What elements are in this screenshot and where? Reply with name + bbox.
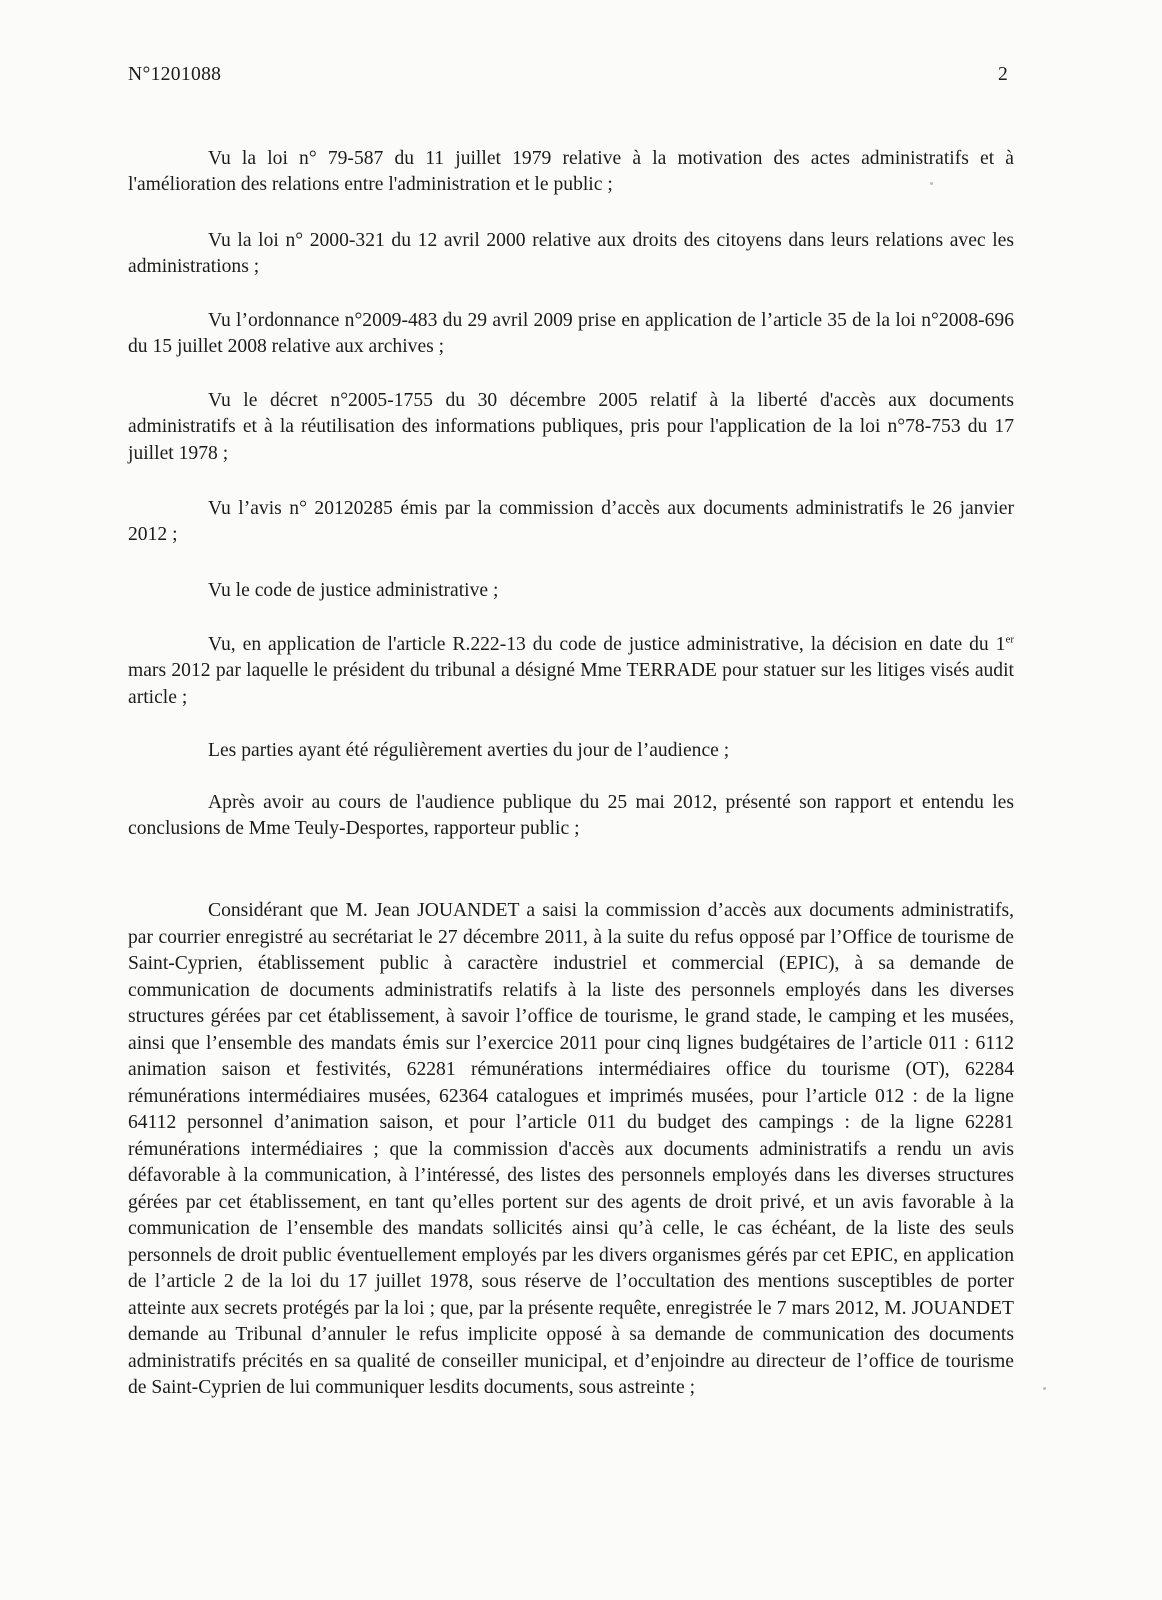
case-number: N°1201088: [128, 64, 222, 85]
designation-text-end: mars 2012 par laquelle le président du tribunal a désigné Mme TERRADE pour statuer sur les litiges visés audit article ;: [128, 660, 1014, 708]
paragraph-designation-decision: [128, 632, 1014, 711]
paragraph-audience-publique: Après avoir au cours de l'audience publique du 25 mai 2012, présenté son rapport et entendu les conclusions de Mme Teuly-Desportes, rapporteur public ;: [128, 792, 1014, 840]
paragraph-loi-1979: Vu la loi n° 79-587 du 11 juillet 1979 relative à la motivation des actes administratifs et à l'amélioration des relations entre l'administration et le public ;: [128, 148, 1014, 196]
paragraph-decret-2005: Vu le décret n°2005-1755 du 30 décembre 2005 relatif à la liberté d'accès aux documents administratifs et à la réutilisation des informations publiques, pris pour l'application de la loi n°78-753 du 17 juillet 1978 ;: [128, 390, 1014, 464]
paragraph-considerant: Considérant que M. Jean JOUANDET a saisi la commission d’accès aux documents administratifs, par courrier enregistré au secrétariat le 27 décembre 2011, à la suite du refus opposé par l’Office de tourisme de Saint-Cyprien, établissement public à caractère industriel et commercial (EPIC), à sa demande de communication de documents administratifs relatifs à la liste des personnels employés dans les diverses structures gérées par cet établissement, à savoir l’office de tourisme, le grand stade, le camping et les musées, ainsi que l’ensemble des mandats émis sur l’exercice 2011 pour cinq lignes budgétaires de l’article 011 : 6112 animation saison et festivités, 62281 rémunérations intermédiaires office du tourisme (OT), 62284 rémunérations intermédiaires musées, 62364 catalogues et imprimés musées, pour l’article 012 : de la ligne 64112 personnel d’animation saison, et pour l’article 011 du budget des campings : de la ligne 62281 rémunérations intermédiaires ; que la commission d'accès aux documents administratifs a rendu un avis défavorable à la communication, à l’intéressé, des listes des personnels employés dans les diverses structures gérées par cet établissement, en tant qu’elles portent sur des agents de droit privé, et un avis favorable à la communication de l’ensemble des mandats sollicités ainsi qu’à celle, le cas échéant, de la liste des seuls personnels de droit public éventuellement employés par les divers organismes gérés par cet EPIC, en application de l’article 2 de la loi du 17 juillet 1978, sous réserve de l’occultation des mentions susceptibles de porter atteinte aux secrets protégés par la loi ; que, par la présente requête, enregistrée le 7 mars 2012, M. JOUANDET demande au Tribunal d’annuler le refus implicite opposé à sa demande de communication des documents administratifs précités en sa qualité de conseiller municipal, et d’enjoindre au directeur de l’office de tourisme de Saint-Cyprien de lui communiquer lesdits documents, sous astreinte ;: [128, 900, 1014, 1398]
paragraph-avis-cada: Vu l’avis n° 20120285 émis par la commission d’accès aux documents administratifs le 26 janvier 2012 ;: [128, 498, 1014, 546]
page-number: 2: [998, 64, 1008, 85]
scan-speck: [930, 182, 933, 185]
paragraph-ordonnance-2009: Vu l’ordonnance n°2009-483 du 29 avril 2009 prise en application de l’article 35 de la loi n°2008-696 du 15 juillet 2008 relative aux archives ;: [128, 310, 1014, 358]
paragraph-code-justice: Vu le code de justice administrative ;: [208, 580, 499, 601]
paragraph-parties-averties: Les parties ayant été régulièrement averties du jour de l’audience ;: [208, 740, 730, 761]
scan-speck: [1043, 1387, 1046, 1390]
ordinal-superscript: er: [1005, 633, 1014, 646]
paragraph-loi-2000: Vu la loi n° 2000-321 du 12 avril 2000 relative aux droits des citoyens dans leurs relations avec les administrations ;: [128, 230, 1014, 278]
designation-text-start: Vu, en application de l'article R.222-13 du code de justice administrative, la décision en date du 1: [208, 634, 1006, 655]
